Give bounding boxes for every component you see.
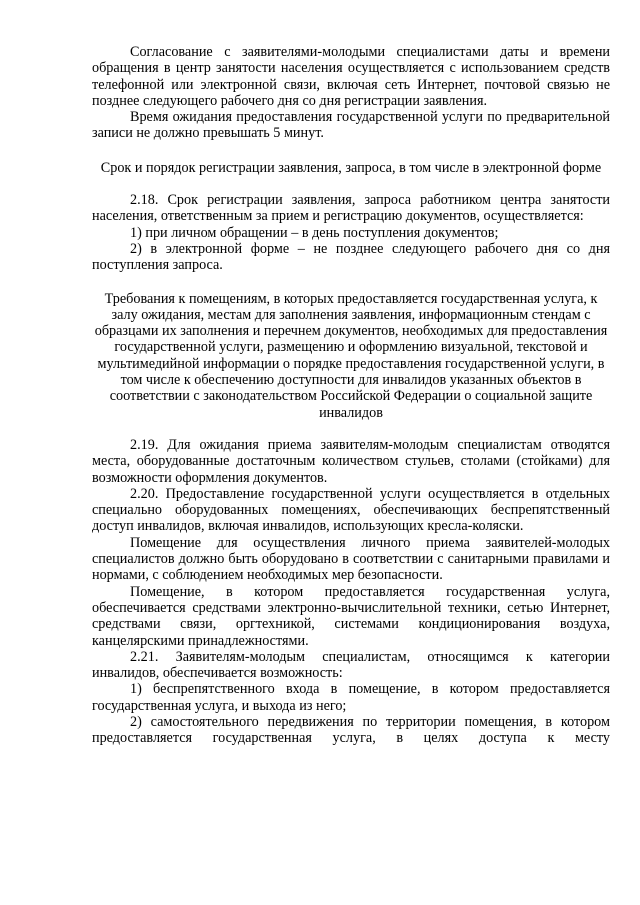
- paragraph-personal-reception: Помещение для осуществления личного приема заявителей-молодых специалистов должно быть оборудовано в соответствии с санитарными правилами и нормами, с соблюдением необходимых мер безопасности.: [92, 534, 610, 584]
- paragraph-2-19: 2.19. Для ожидания приема заявителям-молодым специалистам отводятся места, оборудованные достаточным количеством стульев, столами (стойками) для возможности оформления документов.: [92, 436, 610, 486]
- paragraph-2-21-item-1: 1) беспрепятственного входа в помещение, в котором предоставляется государственная услуга, и выхода из него;: [92, 681, 610, 714]
- paragraph-2-20: 2.20. Предоставление государственной услуги осуществляется в отдельных специально оборудованных помещениях, обеспечивающих беспрепятственный доступ инвалидов, включая инвалидов, использующих кресла-коляски.: [92, 485, 610, 535]
- paragraph-equipment: Помещение, в котором предоставляется государственная услуга, обеспечивается средствами электронно-вычислительной техники, сетью Интернет, средствами связи, оргтехникой, системами кондиционирования воздуха, канцелярскими принадлежностями.: [92, 583, 610, 649]
- section-heading-registration: Срок и порядок регистрации заявления, запроса, в том числе в электронной форме: [100, 159, 602, 176]
- section-heading-premises: Требования к помещениям, в которых предоставляется государственная услуга, к залу ожидания, местам для заполнения заявления, информационным стендам с образцами их заполнения и перечнем документов, необходимых для предоставления государственной услуги, размещению и оформлению визуальной, текстовой и мультимедийной информации о порядке предоставления государственной услуги, в том числе к обеспечению доступности для инвалидов указанных объектов в соответствии с законодательством Российской Федерации о социальной защите инвалидов: [94, 290, 608, 421]
- paragraph-2-18: 2.18. Срок регистрации заявления, запроса работником центра занятости населения, ответственным за прием и регистрацию документов, осуществляется:: [92, 192, 610, 225]
- paragraph-2-18-item-2: 2) в электронной форме – не позднее следующего рабочего дня со дня поступления запроса.: [92, 240, 610, 274]
- document-page: [92, 44, 610, 747]
- paragraph-2-21-item-2: 2) самостоятельного передвижения по территории помещения, в котором предоставляется государственная услуга, в целях доступа к месту: [92, 713, 610, 747]
- paragraph-2-21: 2.21. Заявителям-молодым специалистам, относящимся к категории инвалидов, обеспечивается возможность:: [92, 648, 610, 682]
- paragraph-scheduling: Согласование с заявителями-молодыми специалистами даты и времени обращения в центр занятости населения осуществляется с использованием средств телефонной или электронной связи, включая сеть Интернет, почтовой связью не позднее следующего рабочего дня со дня регистрации заявления.: [92, 44, 610, 109]
- paragraph-waiting-time: Время ожидания предоставления государственной услуги по предварительной записи не должно превышать 5 минут.: [92, 109, 610, 142]
- paragraph-2-18-item-1: 1) при личном обращении – в день поступления документов;: [130, 224, 499, 241]
